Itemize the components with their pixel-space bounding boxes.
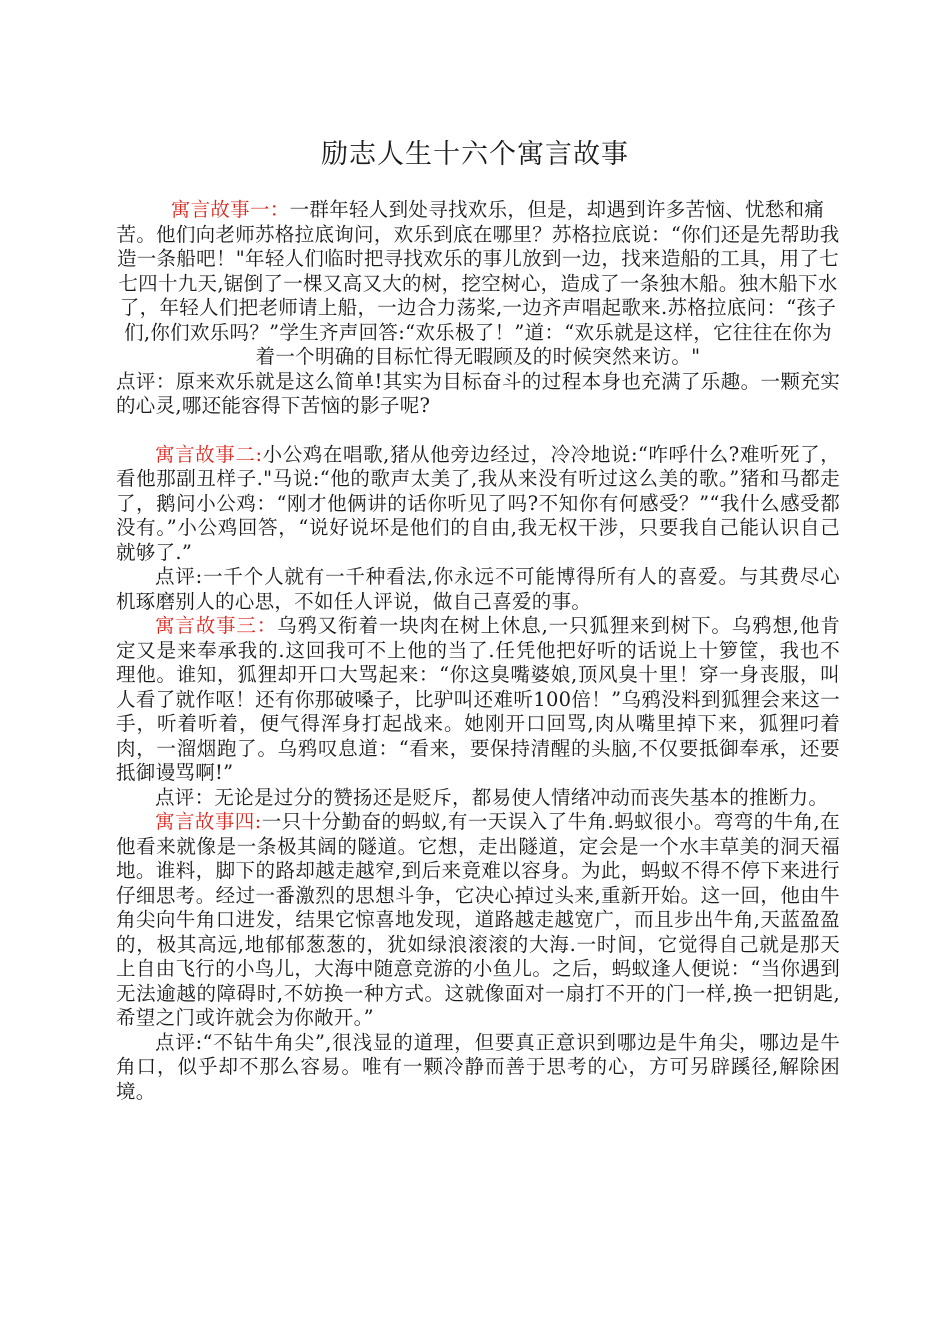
story-2-label: 寓言故事二: — [155, 442, 263, 466]
story-1-comment: 点评：原来欢乐就是这么简单!其实为目标奋斗的过程本身也充满了乐趣。一颗充实的心灵,哪还能容得下苦恼的影子呢? — [116, 369, 840, 417]
story-3-paragraph — [116, 614, 840, 786]
document-body — [116, 198, 840, 1104]
story-2-paragraph — [116, 443, 840, 566]
story-2-text: 小公鸡在唱歌,猪从他旁边经过，冷冷地说:“咋呼什么?难听死了，看他那副丑样子."马说:“他的歌声太美了,我从来没有听过这么美的歌。”猪和马都走了，鹅问小公鸡：“刚才他俩讲的话你听见了吗?不知你有何感受？”“我什么感受都没有。”小公鸡回答，“说好说坏是他们的自由,我无权干涉，只要我自己能认识自己就够了.” — [116, 442, 840, 564]
section-spacer — [116, 419, 840, 443]
story-2-comment: 点评:一千个人就有一千种看法,你永远不可能博得所有人的喜爱。与其费尽心机琢磨别人的心思，不如任人评说，做自己喜爱的事。 — [116, 565, 840, 613]
story-1-text: 一群年轻人到处寻找欢乐，但是，却遇到许多苦恼、忧愁和痛苦。他们向老师苏格拉底询问，欢乐到底在哪里？苏格拉底说：“你们还是先帮助我造一条船吧！"年轻人们临时把寻找欢乐的事儿放到一边，找来造船的工具，用了七七四十九天,锯倒了一棵又高又大的树，挖空树心，造成了一条独木船。独木船下水了，年轻人们把老师请上船，一边合力荡桨,一边齐声唱起歌来.苏格拉底问：“孩子们,你们欢乐吗？”学生齐声回答:“欢乐极了！”道：“欢乐就是这样，它往往在你为着一个明确的目标忙得无暇顾及的时候突然来访。" — [116, 198, 840, 368]
story-4-paragraph — [116, 810, 840, 1031]
story-1-paragraph — [116, 198, 840, 370]
story-3-comment: 点评：无论是过分的赞扬还是贬斥，都易使人情绪冲动而丧失基本的推断力。 — [155, 785, 829, 809]
story-4-text: 一只十分勤奋的蚂蚁,有一天误入了牛角.蚂蚁很小。弯弯的牛角,在他看来就像是一条极其阔的隧道。它想，走出隧道，定会是一个水丰草美的洞天福地。谁料，脚下的路却越走越窄,到后来竟难以容身。为此，蚂蚁不得不停下来进行仔细思考。经过一番激烈的思想斗争，它决心掉过头来,重新开始。这一回，他由牛角尖向牛角口进发，结果它惊喜地发现，道路越走越宽广，而且步出牛角,天蓝盈盈的，极其高远,地郁郁葱葱的，犹如绿浪滚滚的大海.一时间，它觉得自己就是那天上自由飞行的小鸟儿，大海中随意竞游的小鱼儿。之后，蚂蚁逢人便说：“当你遇到无法逾越的障碍时,不妨换一种方式。这就像面对一扇打不开的门一样,换一把钥匙,希望之门或许就会为你敞开。” — [116, 810, 840, 1029]
story-4-comment: 点评:“不钻牛角尖”,很浅显的道理，但要真正意识到哪边是牛角尖，哪边是牛角口，似乎却不那么容易。唯有一颗冷静而善于思考的心，方可另辟蹊径,解除困境。 — [116, 1030, 840, 1103]
story-4-label: 寓言故事四: — [155, 810, 262, 833]
page-title: 励志人生十六个寓言故事 — [321, 139, 629, 170]
story-3-label: 寓言故事三： — [155, 614, 278, 637]
story-1-label: 寓言故事一： — [170, 198, 290, 221]
story-3-text: 乌鸦又衔着一块肉在树上休息,一只狐狸来到树下。乌鸦想,他肯定又是来奉承我的.这回我可不上他的当了.任凭他把好听的话说上十箩筐，我也不理他。谁知，狐狸却开口大骂起来：“你这臭嘴婆娘,顶风臭十里！穿一身丧服，叫人看了就作呕！还有你那破嗓子，比驴叫还难听100倍！”乌鸦没料到狐狸会来这一手，听着听着，便气得浑身打起战来。她刚开口回骂,肉从嘴里掉下来，狐狸叼着肉，一溜烟跑了。乌鸦叹息道：“看来，要保持清醒的头脑,不仅要抵御奉承，还要抵御谩骂啊!” — [116, 614, 840, 784]
